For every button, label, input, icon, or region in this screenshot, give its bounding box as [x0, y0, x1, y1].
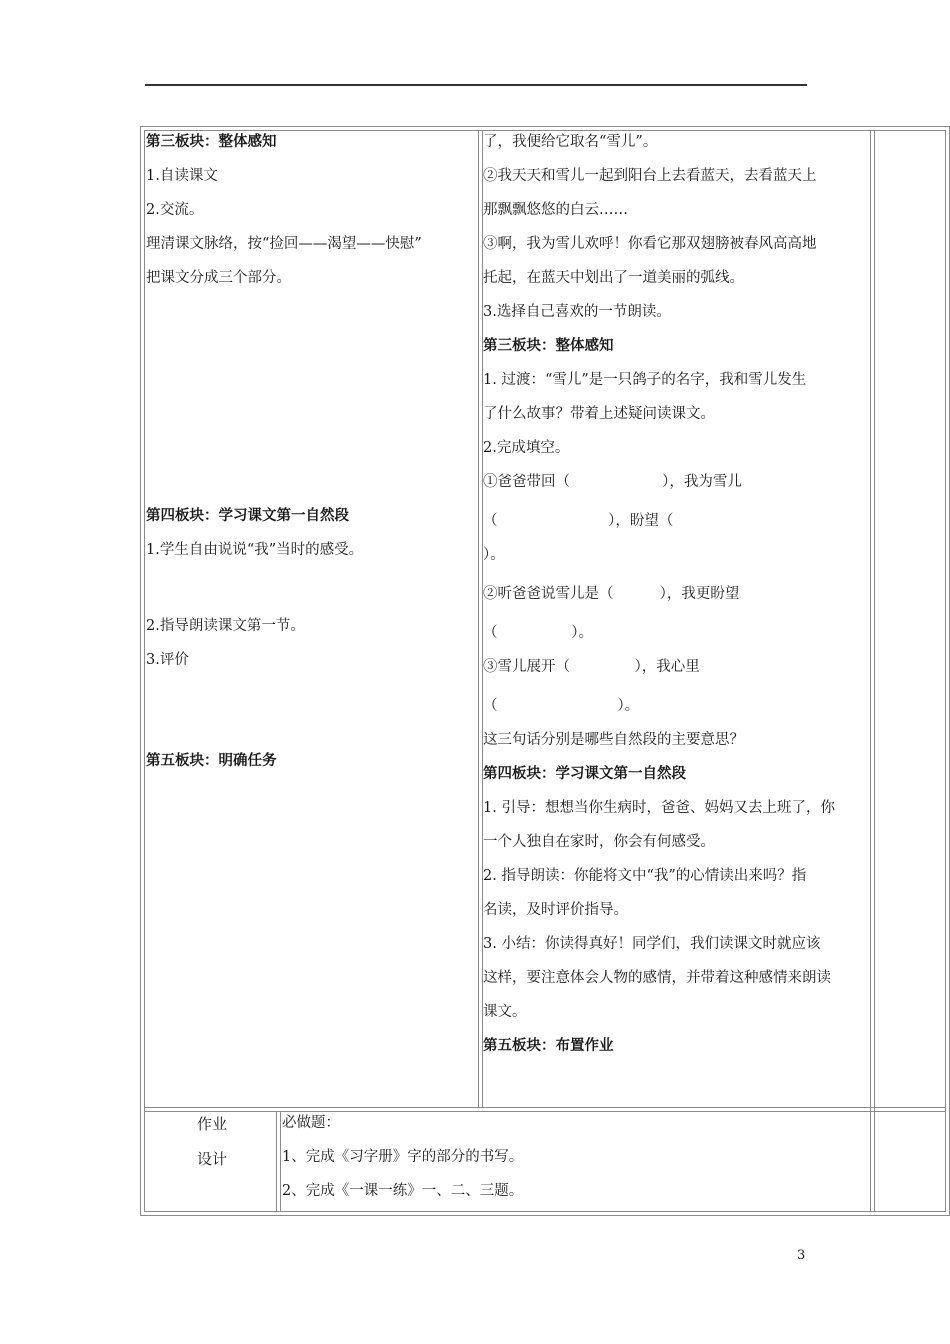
row-divider [144, 1111, 946, 1112]
right-line: ②我天天和雪儿一起到阳台上去看蓝天，去看蓝天上 [483, 168, 817, 184]
right-line: 这三句话分别是哪些自然段的主要意思？ [483, 732, 744, 748]
left-line: 3.评价 [146, 652, 189, 668]
homework-line: 2、完成《一课一练》一、二、三题。 [282, 1183, 524, 1199]
spacer [146, 682, 422, 749]
fill-in-blank-line: （ ）。 [483, 625, 593, 641]
fill-in-blank-line: ③雪儿展开（ ），我心里 [483, 659, 700, 675]
right-line: 课文。 [483, 1004, 527, 1020]
right-line: 这样，要注意体会人物的感情，并带着这种感情来朗读 [483, 970, 831, 986]
fill-in-blank-line: （ ），盼望（ [483, 513, 674, 529]
homework-label-line2: 设计 [196, 1150, 227, 1168]
left-line: 2.指导朗读课文第一节。 [146, 618, 305, 634]
right-line: 托起，在蓝天中划出了一道美丽的弧线。 [483, 270, 744, 286]
column-divider [478, 130, 479, 1107]
right-line: 2. 指导朗读：你能将文中“我”的心情读出来吗？指 [483, 868, 807, 884]
left-line: 1.自读课文 [146, 168, 218, 184]
left-line: 把课文分成三个部分。 [146, 270, 291, 286]
fill-in-blank-line: （ ）。 [483, 698, 640, 714]
right-line: 1. 引导：想想当你生病时，爸爸、妈妈又去上班了，你 [483, 800, 835, 816]
right-line: 2.完成填空。 [483, 440, 570, 456]
right-line: 了，我便给它取名“雪儿”。 [483, 134, 658, 150]
section-heading: 第五板块：布置作业 [483, 1038, 614, 1054]
section-heading: 第五板块：明确任务 [146, 753, 277, 769]
right-line: 名读，及时评价指导。 [483, 902, 628, 918]
right-line: 一个人独自在家时，你会有何感受。 [483, 834, 715, 850]
header-rule [145, 84, 807, 86]
left-line: 2.交流。 [146, 202, 204, 218]
column-divider [280, 1111, 281, 1212]
right-line: 1. 过渡：“雪儿”是一只鸽子的名字，我和雪儿发生 [483, 372, 807, 388]
column-divider [276, 1111, 277, 1212]
fill-in-blank-line: ①爸爸带回（ ），我为雪儿 [483, 474, 742, 490]
homework-label-line1: 作业 [196, 1115, 227, 1133]
section-heading: 第四板块：学习课文第一自然段 [146, 508, 349, 524]
section-heading: 第三板块：整体感知 [146, 134, 277, 150]
homework-line: 1、完成《习字册》字的部分的书写。 [282, 1149, 524, 1165]
fill-in-blank-line: ）。 [483, 547, 505, 563]
left-line: 1.学生自由说说“我”当时的感受。 [146, 542, 364, 558]
right-column [483, 130, 835, 1068]
spacer [146, 300, 422, 504]
fill-in-blank-line: ②听爸爸说雪儿是（ ），我更盼望 [483, 586, 740, 602]
left-column [146, 130, 422, 783]
spacer [146, 572, 422, 614]
homework-content [282, 1111, 523, 1213]
right-line: 了什么故事？带着上述疑问读课文。 [483, 406, 715, 422]
column-divider [874, 130, 875, 1212]
section-heading: 第三板块：整体感知 [483, 338, 614, 354]
right-line: 那飘飘悠悠的白云…… [483, 202, 628, 218]
right-line: ③啊，我为雪儿欢呼！你看它那双翅膀被春风高高地 [483, 236, 817, 252]
left-line: 理清课文脉络，按“捡回——渴望——快慰” [146, 236, 422, 252]
right-line: 3. 小结：你读得真好！同学们，我们读课文时就应该 [483, 936, 821, 952]
right-line: 3.选择自己喜欢的一节朗读。 [483, 304, 671, 320]
page-number: 3 [797, 1248, 806, 1263]
column-divider [870, 130, 871, 1212]
row-divider [144, 1107, 946, 1108]
homework-line: 必做题： [282, 1115, 340, 1131]
section-heading: 第四板块：学习课文第一自然段 [483, 766, 686, 782]
